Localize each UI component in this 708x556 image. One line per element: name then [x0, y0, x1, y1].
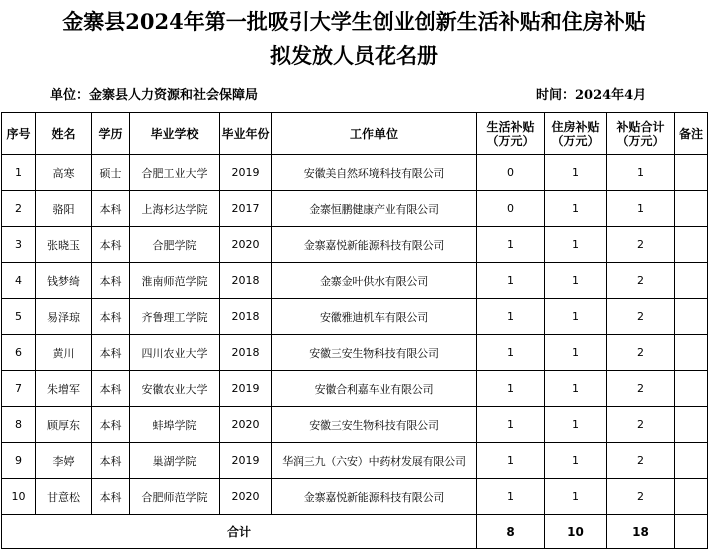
cell-living: 0 — [477, 191, 545, 227]
header-total: 补贴合计（万元） — [607, 113, 675, 155]
table-row — [2, 479, 708, 515]
cell-living: 1 — [477, 443, 545, 479]
issuing-unit: 单位：金寨县人力资源和社会保障局 — [50, 88, 259, 103]
cell-name: 顾厚东 — [36, 407, 92, 443]
cell-housing: 1 — [545, 443, 607, 479]
cell-year: 2020 — [220, 227, 272, 263]
cell-year: 2019 — [220, 443, 272, 479]
cell-degree: 本科 — [92, 371, 130, 407]
cell-seq: 9 — [2, 443, 36, 479]
cell-employer: 金寨嘉悦新能源科技有限公司 — [272, 227, 477, 263]
cell-housing: 1 — [545, 263, 607, 299]
table-row — [2, 335, 708, 371]
cell-year: 2017 — [220, 191, 272, 227]
total-row — [2, 515, 708, 549]
table-row — [2, 299, 708, 335]
table-row — [2, 155, 708, 191]
table-row — [2, 371, 708, 407]
issue-date: 时间：2024年4月 — [536, 88, 647, 103]
cell-name: 骆阳 — [36, 191, 92, 227]
cell-living: 0 — [477, 155, 545, 191]
header-note: 备注 — [675, 113, 708, 155]
header-housing: 住房补贴（万元） — [545, 113, 607, 155]
cell-employer: 安徽雅迪机车有限公司 — [272, 299, 477, 335]
cell-school: 合肥师范学院 — [130, 479, 220, 515]
total-label: 合计 — [2, 515, 477, 549]
cell-employer: 金寨恒鹏健康产业有限公司 — [272, 191, 477, 227]
cell-school: 淮南师范学院 — [130, 263, 220, 299]
cell-seq: 7 — [2, 371, 36, 407]
cell-school: 齐鲁理工学院 — [130, 299, 220, 335]
cell-seq: 4 — [2, 263, 36, 299]
cell-total: 1 — [607, 191, 675, 227]
cell-note — [675, 371, 708, 407]
cell-name: 朱增军 — [36, 371, 92, 407]
cell-note — [675, 335, 708, 371]
cell-degree: 本科 — [92, 443, 130, 479]
cell-school: 上海杉达学院 — [130, 191, 220, 227]
cell-name: 易泽琼 — [36, 299, 92, 335]
table-row — [2, 227, 708, 263]
total-sum: 18 — [607, 515, 675, 549]
cell-school: 四川农业大学 — [130, 335, 220, 371]
cell-seq: 2 — [2, 191, 36, 227]
cell-school: 巢湖学院 — [130, 443, 220, 479]
cell-year: 2018 — [220, 335, 272, 371]
cell-employer: 安徽美自然环境科技有限公司 — [272, 155, 477, 191]
cell-degree: 本科 — [92, 191, 130, 227]
cell-housing: 1 — [545, 407, 607, 443]
cell-total: 2 — [607, 407, 675, 443]
header-employer: 工作单位 — [272, 113, 477, 155]
cell-housing: 1 — [545, 155, 607, 191]
total-housing: 10 — [545, 515, 607, 549]
cell-housing: 1 — [545, 371, 607, 407]
cell-year: 2019 — [220, 155, 272, 191]
cell-degree: 本科 — [92, 335, 130, 371]
header-year: 毕业年份 — [220, 113, 272, 155]
cell-year: 2018 — [220, 299, 272, 335]
cell-seq: 3 — [2, 227, 36, 263]
cell-housing: 1 — [545, 299, 607, 335]
cell-school: 蚌埠学院 — [130, 407, 220, 443]
cell-living: 1 — [477, 335, 545, 371]
cell-employer: 金寨金叶供水有限公司 — [272, 263, 477, 299]
cell-year: 2020 — [220, 407, 272, 443]
header-living: 生活补贴（万元） — [477, 113, 545, 155]
header-degree: 学历 — [92, 113, 130, 155]
cell-note — [675, 479, 708, 515]
cell-note — [675, 299, 708, 335]
cell-seq: 6 — [2, 335, 36, 371]
cell-total: 2 — [607, 335, 675, 371]
cell-living: 1 — [477, 299, 545, 335]
header-name: 姓名 — [36, 113, 92, 155]
cell-note — [675, 407, 708, 443]
cell-living: 1 — [477, 407, 545, 443]
cell-degree: 硕士 — [92, 155, 130, 191]
document-title-line1: 金寨县2024年第一批吸引大学生创业创新生活补贴和住房补贴 — [62, 9, 646, 34]
cell-name: 李婷 — [36, 443, 92, 479]
header-school: 毕业学校 — [130, 113, 220, 155]
cell-living: 1 — [477, 371, 545, 407]
cell-degree: 本科 — [92, 479, 130, 515]
cell-school: 安徽农业大学 — [130, 371, 220, 407]
cell-year: 2020 — [220, 479, 272, 515]
cell-note — [675, 191, 708, 227]
cell-school: 合肥学院 — [130, 227, 220, 263]
cell-employer: 华润三九（六安）中药材发展有限公司 — [272, 443, 477, 479]
cell-total: 1 — [607, 155, 675, 191]
table-row — [2, 443, 708, 479]
table-header-row — [2, 113, 708, 155]
total-note — [675, 515, 708, 549]
cell-degree: 本科 — [92, 263, 130, 299]
cell-housing: 1 — [545, 191, 607, 227]
cell-total: 2 — [607, 371, 675, 407]
cell-note — [675, 263, 708, 299]
document-title-line2: 拟发放人员花名册 — [270, 43, 438, 68]
cell-employer: 安徽三安生物科技有限公司 — [272, 335, 477, 371]
cell-school: 合肥工业大学 — [130, 155, 220, 191]
roster-table — [1, 112, 708, 549]
cell-seq: 8 — [2, 407, 36, 443]
total-living: 8 — [477, 515, 545, 549]
cell-total: 2 — [607, 299, 675, 335]
cell-note — [675, 443, 708, 479]
cell-seq: 1 — [2, 155, 36, 191]
cell-total: 2 — [607, 227, 675, 263]
header-seq: 序号 — [2, 113, 36, 155]
cell-living: 1 — [477, 263, 545, 299]
cell-degree: 本科 — [92, 299, 130, 335]
cell-name: 甘意松 — [36, 479, 92, 515]
cell-name: 张晓玉 — [36, 227, 92, 263]
table-row — [2, 263, 708, 299]
table-body — [2, 155, 708, 515]
cell-name: 钱梦绮 — [36, 263, 92, 299]
cell-degree: 本科 — [92, 227, 130, 263]
cell-living: 1 — [477, 227, 545, 263]
cell-employer: 安徽三安生物科技有限公司 — [272, 407, 477, 443]
cell-year: 2019 — [220, 371, 272, 407]
cell-year: 2018 — [220, 263, 272, 299]
cell-note — [675, 155, 708, 191]
cell-degree: 本科 — [92, 407, 130, 443]
cell-employer: 金寨嘉悦新能源科技有限公司 — [272, 479, 477, 515]
cell-total: 2 — [607, 263, 675, 299]
cell-housing: 1 — [545, 479, 607, 515]
cell-employer: 安徽合利嘉车业有限公司 — [272, 371, 477, 407]
table-row — [2, 191, 708, 227]
cell-total: 2 — [607, 479, 675, 515]
cell-living: 1 — [477, 479, 545, 515]
cell-note — [675, 227, 708, 263]
cell-name: 黄川 — [36, 335, 92, 371]
cell-housing: 1 — [545, 335, 607, 371]
cell-total: 2 — [607, 443, 675, 479]
cell-seq: 5 — [2, 299, 36, 335]
cell-name: 高寒 — [36, 155, 92, 191]
cell-housing: 1 — [545, 227, 607, 263]
cell-seq: 10 — [2, 479, 36, 515]
table-row — [2, 407, 708, 443]
